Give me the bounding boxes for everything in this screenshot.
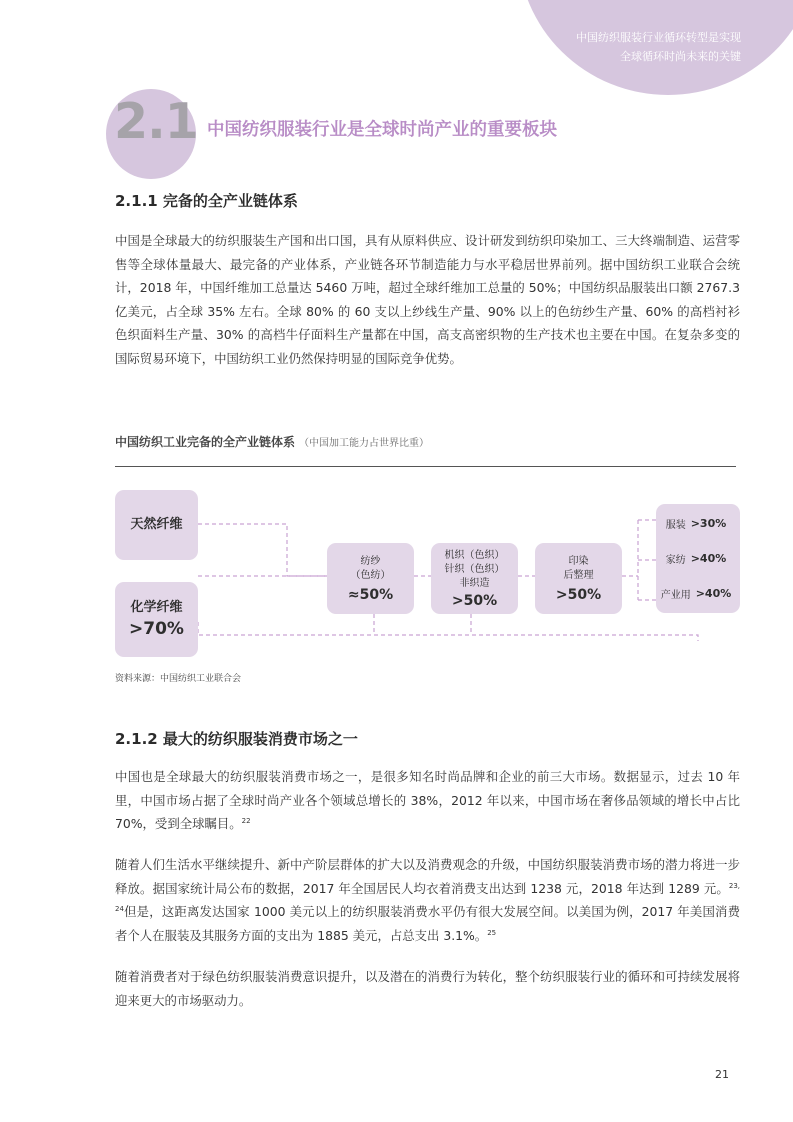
spinning-box [327, 543, 414, 614]
section-title: 中国纺织服装行业是全球时尚产业的重要板块 [207, 120, 557, 140]
dyeing-box [535, 543, 622, 614]
end-use-row [656, 551, 736, 566]
weaving-value: >50% [451, 592, 498, 609]
body-paragraph [115, 765, 740, 836]
paragraph-text: 但是，这距离发达国家 1000 美元以上的纺织服装消费水平仍有很大发展空间。以美国为例，2017 年美国消费者个人在服装及其服务方面的支出为 1885 美元，占总支出 3.1%。 [115, 904, 740, 943]
weaving-label: 机织（色织） [444, 549, 505, 561]
weaving-box [431, 543, 518, 614]
running-header-line: 中国纺织服装行业循环转型是实现 [576, 31, 741, 44]
body-paragraph: 中国是全球最大的纺织服装生产国和出口国，具有从原料供应、设计研发到纺织印染加工、三大终端制造、运营零售等全球体量最大、最完备的产业体系，产业链各环节制造能力与水平稳居世界前列。据中国纺织工业联合会统计，2018 年，中国纤维加工总量达 5460 万吨，超过全球纤维加工总量的 50%；中国纺织品服装出口额 2767.3 亿美元，占全球 35% 左右。全球 80% 的 60 支以上纱线生产量、90% 以上的色纺纱生产量、60% 的高档衬衫色织面料生产量、30% 的高档牛仔面料生产量都在中国，高支高密织物的生产技术也主要在中国。在复杂多变的国际贸易环境下，中国纺织工业仍然保持明显的国际竞争优势。 [115, 233, 740, 366]
footnote-ref: 25 [487, 928, 497, 937]
figure-subtitle: （中国加工能力占世界比重） [299, 438, 430, 449]
end-use-label: 服装 [665, 520, 686, 531]
end-use-value: >40% [690, 552, 727, 565]
finishing-label: 后整理 [563, 569, 594, 581]
page-number: 21 [715, 1068, 729, 1081]
end-use-value: >30% [690, 517, 727, 530]
body-paragraph [115, 853, 740, 947]
connector-chemical-to-outputs [198, 622, 698, 641]
chemical-fiber-value: >70% [129, 618, 184, 639]
natural-fiber-box [115, 490, 198, 560]
connector-dyeing-to-outputs [622, 520, 656, 600]
spinning-value: ≈50% [347, 586, 394, 603]
nonwoven-label: 非织造 [459, 577, 490, 589]
end-use-label: 家纺 [665, 555, 686, 566]
running-header-line: 全球循环时尚未来的关键 [620, 50, 741, 63]
spinning-sublabel: （色纺） [350, 569, 391, 581]
paragraph-text: 中国也是全球最大的纺织服装消费市场之一，是很多知名时尚品牌和企业的前三大市场。数据显示，过去 10 年里，中国市场占据了全球时尚产业各个领域总增长的 38%，2012 年以来，中国市场在奢侈品领域的增长中占比 70%，受到全球瞩目。 [115, 769, 740, 831]
end-use-row [656, 516, 736, 531]
connector-natural-to-spinning [198, 524, 327, 576]
body-paragraph: 随着消费者对于绿色纺织服装消费意识提升，以及潜在的消费行为转化，整个纺织服装行业的循环和可持续发展将迎来更大的市场驱动力。 [115, 969, 740, 1008]
natural-fiber-label: 天然纤维 [130, 517, 183, 532]
knitting-label: 针织（色织） [444, 563, 505, 575]
footnote-ref: 23, 24 [115, 881, 740, 913]
dyeing-label: 印染 [568, 555, 589, 567]
subsection-heading: 2.1.1 完备的全产业链体系 [115, 192, 298, 210]
spinning-label: 纺纱 [360, 555, 381, 567]
chemical-fiber-box [115, 582, 198, 657]
section-number: 2.1 [114, 93, 198, 150]
figure-source: 资料来源：中国纺织工业联合会 [115, 674, 242, 684]
end-use-box [656, 504, 740, 613]
dyeing-value: >50% [555, 586, 602, 603]
chemical-fiber-label: 化学纤维 [130, 599, 183, 615]
end-use-value: >40% [695, 587, 732, 600]
footnote-ref: 22 [241, 816, 251, 825]
end-use-label: 产业用 [660, 590, 691, 601]
figure-title-text: 中国纺织工业完备的全产业链体系 [115, 435, 296, 449]
end-use-row [656, 586, 736, 601]
subsection-heading: 2.1.2 最大的纺织服装消费市场之一 [115, 730, 358, 748]
paragraph-text: 随着人们生活水平继续提升、新中产阶层群体的扩大以及消费观念的升级，中国纺织服装消费市场的潜力将进一步释放。据国家统计局公布的数据，2017 年全国居民人均衣着消费支出达到 1238 元，2018 年达到 1289 元。 [115, 857, 740, 896]
